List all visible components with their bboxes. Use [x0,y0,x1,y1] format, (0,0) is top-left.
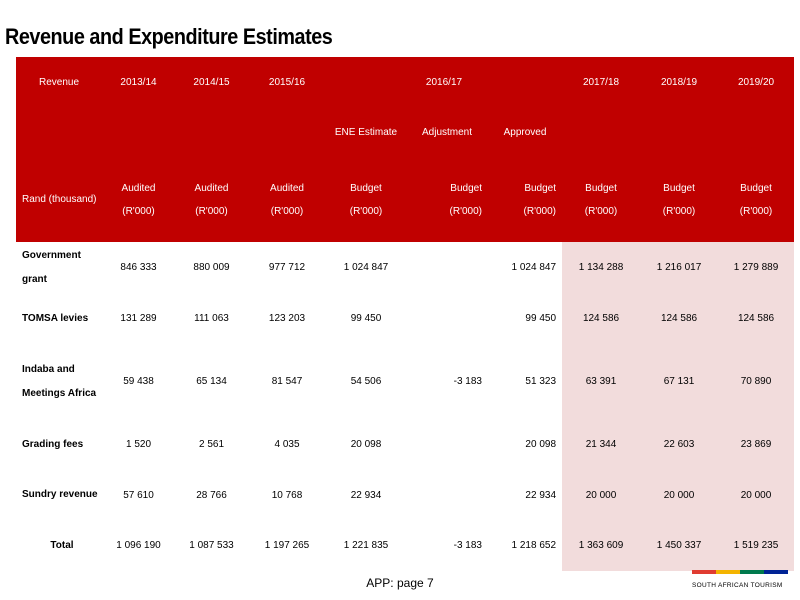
header-approved: Approved [488,107,562,157]
row-label: Grading fees [22,438,84,450]
table-cell: 1 087 533 [189,540,234,551]
logo-stripe [764,570,788,574]
header-unit-cell: Budget (R'000) [488,157,562,242]
table-cell: 21 344 [562,419,640,470]
table-cell: 1 221 835 [343,540,389,551]
table-cell: 20 000 [640,470,718,520]
row-label: Total [50,539,74,551]
table-cell: 99 450 [525,313,557,324]
header-year: 2019/20 [718,57,794,107]
logo-stripe [692,570,716,574]
table-cell: 1 363 609 [562,520,640,571]
page-number: APP: page 7 [366,576,434,590]
page-title: Revenue and Expenditure Estimates [5,24,333,49]
header-adjustment: Adjustment [406,107,488,157]
header-unit-cell: Budget (R'000) [326,157,406,242]
table-cell: 28 766 [196,489,227,501]
table-cell: 1 096 190 [116,540,161,551]
table-cell: 59 438 [123,376,154,387]
table-cell: 65 134 [196,376,227,387]
table-cell [406,470,488,520]
header-revenue-label: Revenue [16,57,102,107]
table-row [16,293,794,344]
header-unit-cell: Budget (R'000) [562,157,640,242]
table-cell: 124 586 [718,293,794,344]
table-cell: 22 934 [350,489,382,501]
table-row [16,419,794,470]
table-cell: 124 586 [562,293,640,344]
table-cell: 111 063 [194,313,229,324]
table-cell: 51 323 [525,376,557,387]
header-row-subcols [16,107,794,157]
header-row-years [16,57,794,107]
table-cell: 99 450 [350,313,382,324]
header-unit-cell: Budget (R'000) [718,157,794,242]
table-cell: 1 218 652 [511,540,557,551]
table-cell: 846 333 [120,262,157,273]
header-year-mid: 2016/17 [326,57,562,107]
table-cell: -3 183 [453,376,482,387]
table-cell: 131 289 [120,313,157,324]
header-year: 2014/15 [175,57,248,107]
header-row-units [16,157,794,242]
table-cell: 10 768 [271,489,303,501]
table-cell [406,293,488,344]
table-cell: 2 561 [198,439,225,450]
table-cell: 81 547 [271,376,303,387]
logo [692,570,790,592]
table-cell: 1 450 337 [640,520,718,571]
table-cell: 54 506 [350,376,382,387]
table-cell: 20 098 [350,439,382,450]
revenue-table [16,57,794,571]
table-cell: 67 131 [640,344,718,419]
header-year: 2015/16 [248,57,326,107]
logo-text: SOUTH AFRICAN TOURISM [692,582,783,589]
row-label: Sundry revenue [22,489,98,500]
row-label: TOMSA levies [22,312,89,324]
table-cell: 22 934 [525,489,557,501]
header-unit-cell: Budget (R'000) [640,157,718,242]
table-cell: 4 035 [274,439,300,450]
logo-stripes [692,570,788,574]
table-cell: 1 024 847 [343,262,389,273]
table-cell: 22 603 [640,419,718,470]
table-row [16,470,794,520]
table-cell: -3 183 [453,540,482,551]
table-cell: 1 197 265 [264,540,310,551]
table-row [16,242,794,293]
row-label: Indaba and Meetings Africa [22,363,97,399]
table-cell: 880 009 [193,262,230,273]
header-year: 2018/19 [640,57,718,107]
table-cell: 20 000 [562,470,640,520]
logo-stripe [740,570,764,574]
header-unit-cell: Audited (R'000) [102,157,175,242]
table-body [16,242,794,571]
table-cell: 1 519 235 [718,520,794,571]
table-cell: 977 712 [268,262,306,273]
header-unit-cell: Audited (R'000) [175,157,248,242]
table-cell: 123 203 [268,313,306,324]
table-cell: 20 000 [718,470,794,520]
table-cell: 1 279 889 [718,242,794,293]
row-label: Government grant [22,249,81,285]
table-cell: 70 890 [718,344,794,419]
table-cell: 1 520 [125,439,152,450]
header-year: 2017/18 [562,57,640,107]
table-cell [406,242,488,293]
table-cell: 20 098 [525,439,557,450]
header-rand-label: Rand (thousand) [16,157,102,242]
header-unit-cell: Audited (R'000) [248,157,326,242]
header-unit-cell: Budget (R'000) [406,157,488,242]
total-row [16,520,794,571]
table-cell: 1 216 017 [640,242,718,293]
table-row [16,344,794,419]
header-year: 2013/14 [102,57,175,107]
header-ene-estimate: ENE Estimate [326,107,406,157]
table-cell: 124 586 [640,293,718,344]
table-cell: 23 869 [718,419,794,470]
table-cell: 63 391 [562,344,640,419]
table-cell: 1 024 847 [511,262,557,273]
table-cell: 1 134 288 [562,242,640,293]
table-cell: 57 610 [123,489,154,501]
table-cell [406,419,488,470]
logo-stripe [716,570,740,574]
